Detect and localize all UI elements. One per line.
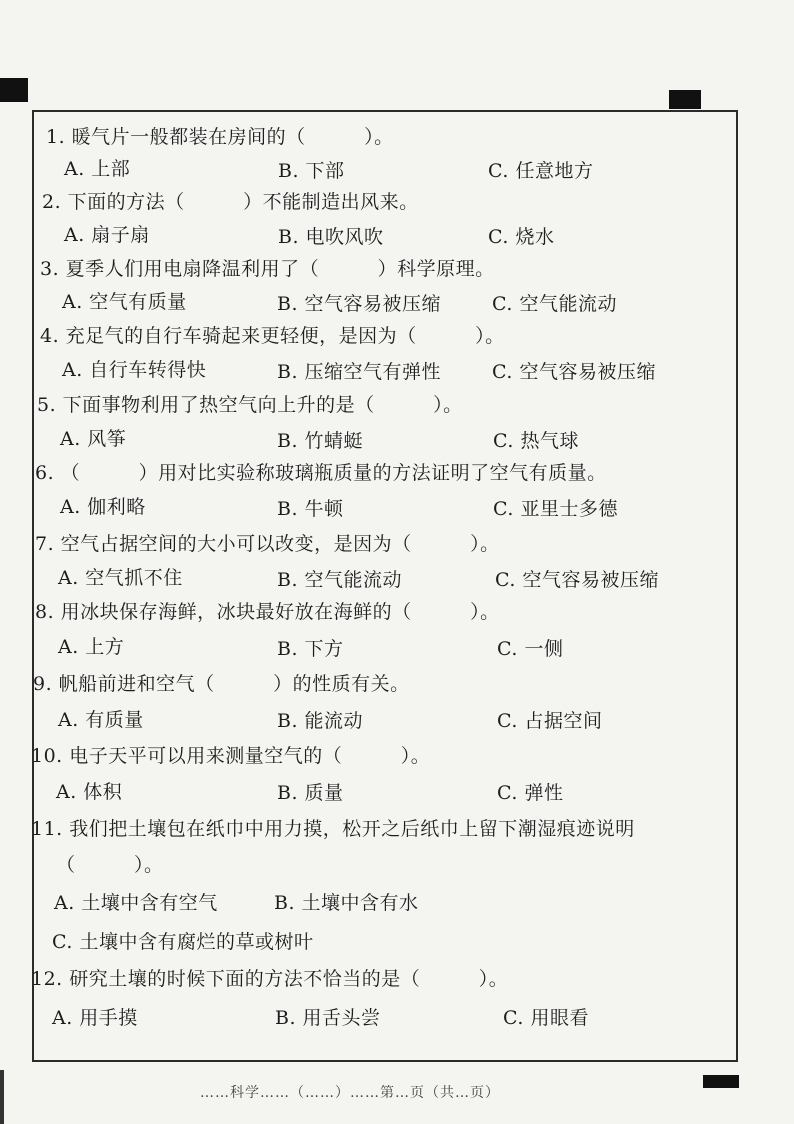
question-9-option-b[interactable]: B. 能流动 <box>277 710 364 732</box>
question-10-option-a[interactable]: A. 体积 <box>56 781 123 803</box>
question-7-stem: 7. 空气占据空间的大小可以改变，是因为（ ）。 <box>35 533 500 555</box>
question-9-stem: 9. 帆船前进和空气（ ）的性质有关。 <box>33 673 410 695</box>
page-footer: ……科学……（……）……第…页（共…页） <box>200 1085 500 1101</box>
question-1-stem: 1. 暖气片一般都装在房间的（ ）。 <box>46 126 394 148</box>
question-12-option-c[interactable]: C. 用眼看 <box>503 1007 589 1029</box>
question-6-option-c[interactable]: C. 亚里士多德 <box>493 498 618 520</box>
question-7-option-b[interactable]: B. 空气能流动 <box>277 569 403 591</box>
question-4-option-a[interactable]: A. 自行车转得快 <box>62 359 207 381</box>
question-2-option-b[interactable]: B. 电吹风吹 <box>278 226 384 248</box>
question-1-option-c[interactable]: C. 任意地方 <box>488 160 594 182</box>
registration-mark-top-right <box>669 90 701 109</box>
question-1-option-a[interactable]: A. 上部 <box>64 158 131 180</box>
question-5-option-b[interactable]: B. 竹蜻蜓 <box>277 430 364 452</box>
question-8-option-a[interactable]: A. 上方 <box>58 636 125 658</box>
question-1-option-b[interactable]: B. 下部 <box>278 160 345 182</box>
registration-mark-bottom-right <box>703 1075 739 1088</box>
question-9-option-c[interactable]: C. 占据空间 <box>497 710 603 732</box>
question-11-stem: 11. 我们把土壤包在纸巾中用力摸，松开之后纸巾上留下潮湿痕迹说明 <box>31 818 635 840</box>
question-6-stem: 6. （ ）用对比实验称玻璃瓶质量的方法证明了空气有质量。 <box>35 462 607 484</box>
question-10-stem: 10. 电子天平可以用来测量空气的（ ）。 <box>31 745 431 767</box>
question-12-option-a[interactable]: A. 用手摸 <box>52 1007 138 1029</box>
question-12-stem: 12. 研究土壤的时候下面的方法不恰当的是（ ）。 <box>31 968 509 990</box>
registration-mark-top-left <box>0 78 28 102</box>
question-11-option-b[interactable]: B. 土壤中含有水 <box>274 892 419 914</box>
question-11-option-a[interactable]: A. 土壤中含有空气 <box>54 892 218 914</box>
question-2-option-a[interactable]: A. 扇子扇 <box>64 224 150 246</box>
question-7-option-c[interactable]: C. 空气容易被压缩 <box>495 569 659 591</box>
question-2-stem: 2. 下面的方法（ ）不能制造出风来。 <box>42 191 419 213</box>
question-11-stem-continued: （ ）。 <box>56 854 164 876</box>
page-edge-shadow <box>0 1070 4 1124</box>
question-5-option-a[interactable]: A. 风筝 <box>60 428 127 450</box>
question-3-option-c[interactable]: C. 空气能流动 <box>492 293 617 315</box>
question-5-stem: 5. 下面事物利用了热空气向上升的是（ ）。 <box>37 394 463 416</box>
question-6-option-a[interactable]: A. 伽利略 <box>60 496 146 518</box>
question-4-option-b[interactable]: B. 压缩空气有弹性 <box>277 361 442 383</box>
question-12-option-b[interactable]: B. 用舌头尝 <box>275 1007 381 1029</box>
question-7-option-a[interactable]: A. 空气抓不住 <box>58 567 183 589</box>
question-5-option-c[interactable]: C. 热气球 <box>493 430 579 452</box>
question-2-option-c[interactable]: C. 烧水 <box>488 226 555 248</box>
question-10-option-c[interactable]: C. 弹性 <box>497 782 564 804</box>
question-3-stem: 3. 夏季人们用电扇降温利用了（ ）科学原理。 <box>40 258 495 280</box>
question-11-option-c[interactable]: C. 土壤中含有腐烂的草或树叶 <box>52 931 314 953</box>
question-4-stem: 4. 充足气的自行车骑起来更轻便，是因为（ ）。 <box>40 325 505 347</box>
question-3-option-a[interactable]: A. 空气有质量 <box>62 291 187 313</box>
question-4-option-c[interactable]: C. 空气容易被压缩 <box>492 361 656 383</box>
question-6-option-b[interactable]: B. 牛顿 <box>277 498 344 520</box>
question-10-option-b[interactable]: B. 质量 <box>277 782 344 804</box>
question-3-option-b[interactable]: B. 空气容易被压缩 <box>277 293 442 315</box>
question-8-option-c[interactable]: C. 一侧 <box>497 638 564 660</box>
question-8-stem: 8. 用冰块保存海鲜，冰块最好放在海鲜的（ ）。 <box>35 601 500 623</box>
question-8-option-b[interactable]: B. 下方 <box>277 638 344 660</box>
question-9-option-a[interactable]: A. 有质量 <box>58 709 144 731</box>
